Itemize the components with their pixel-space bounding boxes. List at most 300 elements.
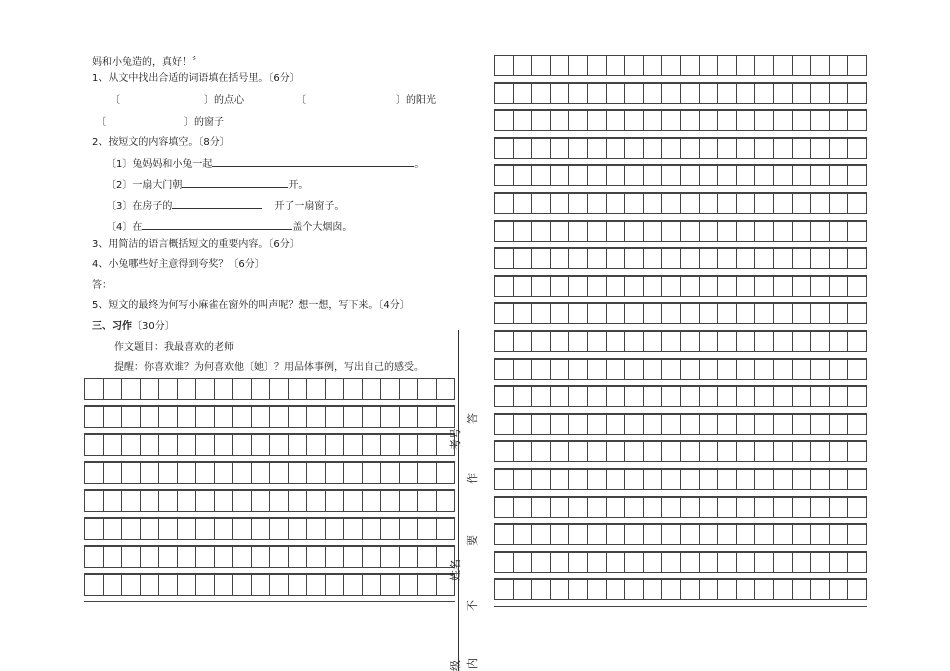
grid-cell[interactable]: [587, 579, 607, 600]
grid-cell[interactable]: [343, 490, 363, 512]
grid-cell[interactable]: [531, 303, 551, 324]
grid-cell[interactable]: [550, 331, 570, 352]
grid-cell[interactable]: [380, 406, 400, 428]
grid-cell[interactable]: [773, 579, 793, 600]
grid-cell[interactable]: [84, 546, 104, 568]
grid-cell[interactable]: [717, 414, 737, 435]
grid-cell[interactable]: [624, 524, 644, 545]
grid-cell[interactable]: [792, 193, 812, 214]
grid-cell[interactable]: [494, 552, 514, 573]
grid-cell[interactable]: [680, 386, 700, 407]
grid-cell[interactable]: [436, 518, 456, 540]
grid-cell[interactable]: [754, 331, 774, 352]
grid-cell[interactable]: [232, 518, 252, 540]
grid-cell[interactable]: [531, 83, 551, 104]
grid-cell[interactable]: [158, 434, 178, 456]
grid-cell[interactable]: [232, 406, 252, 428]
grid-cell[interactable]: [643, 469, 663, 490]
grid-cell[interactable]: [810, 359, 830, 380]
grid-cell[interactable]: [288, 574, 308, 596]
grid-cell[interactable]: [829, 138, 849, 159]
grid-cell[interactable]: [829, 414, 849, 435]
grid-cell[interactable]: [624, 579, 644, 600]
grid-cell[interactable]: [140, 518, 160, 540]
grid-cell[interactable]: [531, 386, 551, 407]
grid-cell[interactable]: [680, 359, 700, 380]
grid-cell[interactable]: [417, 378, 437, 400]
grid-cell[interactable]: [158, 490, 178, 512]
grid-cell[interactable]: [699, 414, 719, 435]
grid-cell[interactable]: [773, 331, 793, 352]
writing-grid-left[interactable]: [84, 378, 456, 604]
grid-cell[interactable]: [362, 546, 382, 568]
grid-cell[interactable]: [587, 497, 607, 518]
grid-cell[interactable]: [736, 55, 756, 76]
grid-cell[interactable]: [417, 518, 437, 540]
grid-cell[interactable]: [699, 469, 719, 490]
grid-cell[interactable]: [494, 414, 514, 435]
grid-cell[interactable]: [494, 55, 514, 76]
grid-cell[interactable]: [661, 138, 681, 159]
grid-cell[interactable]: [736, 386, 756, 407]
grid-cell[interactable]: [736, 414, 756, 435]
grid-cell[interactable]: [810, 414, 830, 435]
grid-cell[interactable]: [587, 110, 607, 131]
grid-cell[interactable]: [643, 221, 663, 242]
grid-cell[interactable]: [792, 579, 812, 600]
grid-cell[interactable]: [624, 386, 644, 407]
grid-cell[interactable]: [792, 110, 812, 131]
grid-cell[interactable]: [792, 165, 812, 186]
grid-cell[interactable]: [717, 303, 737, 324]
grid-cell[interactable]: [661, 386, 681, 407]
grid-cell[interactable]: [550, 579, 570, 600]
grid-cell[interactable]: [513, 552, 533, 573]
grid-cell[interactable]: [829, 386, 849, 407]
grid-cell[interactable]: [792, 138, 812, 159]
grid-cell[interactable]: [717, 359, 737, 380]
grid-cell[interactable]: [736, 524, 756, 545]
grid-cell[interactable]: [829, 55, 849, 76]
grid-cell[interactable]: [380, 490, 400, 512]
grid-cell[interactable]: [810, 55, 830, 76]
grid-cell[interactable]: [140, 406, 160, 428]
grid-cell[interactable]: [158, 574, 178, 596]
grid-cell[interactable]: [847, 441, 867, 462]
grid-cell[interactable]: [773, 469, 793, 490]
grid-cell[interactable]: [513, 497, 533, 518]
grid-cell[interactable]: [699, 83, 719, 104]
grid-cell[interactable]: [214, 490, 234, 512]
grid-cell[interactable]: [754, 414, 774, 435]
grid-cell[interactable]: [606, 552, 626, 573]
grid-cell[interactable]: [754, 165, 774, 186]
grid-cell[interactable]: [568, 193, 588, 214]
grid-cell[interactable]: [847, 193, 867, 214]
grid-cell[interactable]: [568, 138, 588, 159]
grid-cell[interactable]: [140, 490, 160, 512]
grid-cell[interactable]: [829, 303, 849, 324]
grid-cell[interactable]: [717, 276, 737, 297]
grid-cell[interactable]: [624, 165, 644, 186]
grid-cell[interactable]: [736, 165, 756, 186]
grid-cell[interactable]: [792, 83, 812, 104]
grid-cell[interactable]: [717, 469, 737, 490]
grid-cell[interactable]: [195, 378, 215, 400]
grid-cell[interactable]: [568, 552, 588, 573]
grid-cell[interactable]: [494, 193, 514, 214]
grid-cell[interactable]: [343, 574, 363, 596]
grid-cell[interactable]: [792, 469, 812, 490]
grid-cell[interactable]: [717, 221, 737, 242]
grid-cell[interactable]: [550, 469, 570, 490]
grid-cell[interactable]: [84, 406, 104, 428]
grid-cell[interactable]: [214, 546, 234, 568]
grid-cell[interactable]: [531, 414, 551, 435]
grid-cell[interactable]: [847, 303, 867, 324]
grid-cell[interactable]: [810, 497, 830, 518]
grid-cell[interactable]: [251, 574, 271, 596]
grid-cell[interactable]: [140, 546, 160, 568]
grid-cell[interactable]: [306, 518, 326, 540]
grid-cell[interactable]: [550, 165, 570, 186]
grid-cell[interactable]: [680, 469, 700, 490]
grid-cell[interactable]: [847, 276, 867, 297]
grid-cell[interactable]: [699, 497, 719, 518]
grid-cell[interactable]: [417, 490, 437, 512]
grid-cell[interactable]: [251, 434, 271, 456]
grid-cell[interactable]: [792, 276, 812, 297]
grid-cell[interactable]: [325, 546, 345, 568]
grid-cell[interactable]: [568, 469, 588, 490]
grid-cell[interactable]: [306, 546, 326, 568]
grid-cell[interactable]: [680, 221, 700, 242]
grid-cell[interactable]: [325, 574, 345, 596]
grid-cell[interactable]: [717, 248, 737, 269]
grid-cell[interactable]: [792, 303, 812, 324]
grid-cell[interactable]: [513, 414, 533, 435]
grid-cell[interactable]: [251, 462, 271, 484]
grid-cell[interactable]: [643, 414, 663, 435]
grid-cell[interactable]: [754, 55, 774, 76]
grid-cell[interactable]: [717, 386, 737, 407]
grid-cell[interactable]: [680, 331, 700, 352]
grid-cell[interactable]: [606, 524, 626, 545]
grid-cell[interactable]: [717, 524, 737, 545]
grid-cell[interactable]: [362, 518, 382, 540]
grid-cell[interactable]: [699, 193, 719, 214]
grid-cell[interactable]: [568, 55, 588, 76]
grid-cell[interactable]: [531, 497, 551, 518]
grid-cell[interactable]: [606, 303, 626, 324]
grid-cell[interactable]: [269, 462, 289, 484]
grid-cell[interactable]: [810, 83, 830, 104]
grid-cell[interactable]: [550, 497, 570, 518]
grid-cell[interactable]: [103, 434, 123, 456]
grid-cell[interactable]: [624, 497, 644, 518]
grid-cell[interactable]: [494, 221, 514, 242]
grid-cell[interactable]: [792, 552, 812, 573]
grid-cell[interactable]: [754, 359, 774, 380]
grid-cell[interactable]: [829, 193, 849, 214]
grid-cell[interactable]: [699, 359, 719, 380]
grid-cell[interactable]: [661, 248, 681, 269]
grid-cell[interactable]: [380, 434, 400, 456]
grid-cell[interactable]: [736, 83, 756, 104]
grid-cell[interactable]: [829, 441, 849, 462]
grid-cell[interactable]: [232, 574, 252, 596]
grid-cell[interactable]: [140, 378, 160, 400]
grid-cell[interactable]: [736, 303, 756, 324]
grid-cell[interactable]: [436, 462, 456, 484]
grid-cell[interactable]: [792, 331, 812, 352]
grid-cell[interactable]: [829, 497, 849, 518]
grid-cell[interactable]: [568, 359, 588, 380]
grid-cell[interactable]: [550, 552, 570, 573]
grid-cell[interactable]: [121, 518, 141, 540]
grid-cell[interactable]: [736, 276, 756, 297]
grid-cell[interactable]: [399, 434, 419, 456]
grid-cell[interactable]: [829, 221, 849, 242]
grid-cell[interactable]: [773, 193, 793, 214]
grid-cell[interactable]: [325, 406, 345, 428]
grid-cell[interactable]: [568, 579, 588, 600]
grid-cell[interactable]: [680, 524, 700, 545]
grid-cell[interactable]: [661, 359, 681, 380]
grid-cell[interactable]: [513, 248, 533, 269]
grid-cell[interactable]: [810, 221, 830, 242]
grid-cell[interactable]: [195, 462, 215, 484]
grid-cell[interactable]: [494, 110, 514, 131]
grid-cell[interactable]: [587, 524, 607, 545]
grid-cell[interactable]: [531, 552, 551, 573]
grid-cell[interactable]: [773, 55, 793, 76]
grid-cell[interactable]: [792, 524, 812, 545]
grid-cell[interactable]: [121, 490, 141, 512]
grid-cell[interactable]: [587, 414, 607, 435]
grid-cell[interactable]: [531, 165, 551, 186]
grid-cell[interactable]: [494, 276, 514, 297]
grid-cell[interactable]: [661, 165, 681, 186]
grid-cell[interactable]: [699, 552, 719, 573]
grid-cell[interactable]: [550, 359, 570, 380]
grid-cell[interactable]: [343, 378, 363, 400]
grid-cell[interactable]: [606, 497, 626, 518]
grid-cell[interactable]: [680, 552, 700, 573]
grid-cell[interactable]: [792, 386, 812, 407]
grid-cell[interactable]: [717, 110, 737, 131]
grid-cell[interactable]: [121, 462, 141, 484]
grid-cell[interactable]: [288, 378, 308, 400]
grid-cell[interactable]: [158, 462, 178, 484]
grid-cell[interactable]: [121, 378, 141, 400]
grid-cell[interactable]: [513, 469, 533, 490]
grid-cell[interactable]: [754, 469, 774, 490]
grid-cell[interactable]: [847, 414, 867, 435]
grid-cell[interactable]: [699, 248, 719, 269]
grid-cell[interactable]: [587, 386, 607, 407]
grid-cell[interactable]: [513, 579, 533, 600]
grid-cell[interactable]: [84, 462, 104, 484]
grid-cell[interactable]: [417, 406, 437, 428]
grid-cell[interactable]: [380, 518, 400, 540]
grid-cell[interactable]: [699, 303, 719, 324]
grid-cell[interactable]: [736, 331, 756, 352]
grid-cell[interactable]: [103, 378, 123, 400]
grid-cell[interactable]: [399, 378, 419, 400]
grid-cell[interactable]: [643, 359, 663, 380]
grid-cell[interactable]: [494, 248, 514, 269]
grid-cell[interactable]: [606, 193, 626, 214]
grid-cell[interactable]: [736, 469, 756, 490]
grid-cell[interactable]: [587, 331, 607, 352]
grid-cell[interactable]: [399, 518, 419, 540]
grid-cell[interactable]: [568, 221, 588, 242]
grid-cell[interactable]: [513, 110, 533, 131]
grid-cell[interactable]: [587, 193, 607, 214]
grid-cell[interactable]: [399, 490, 419, 512]
grid-cell[interactable]: [661, 579, 681, 600]
grid-cell[interactable]: [773, 359, 793, 380]
grid-cell[interactable]: [531, 276, 551, 297]
grid-cell[interactable]: [847, 552, 867, 573]
grid-cell[interactable]: [680, 55, 700, 76]
grid-cell[interactable]: [531, 579, 551, 600]
grid-cell[interactable]: [587, 276, 607, 297]
grid-cell[interactable]: [214, 406, 234, 428]
grid-cell[interactable]: [680, 110, 700, 131]
grid-cell[interactable]: [847, 83, 867, 104]
grid-cell[interactable]: [140, 574, 160, 596]
grid-cell[interactable]: [754, 138, 774, 159]
grid-cell[interactable]: [103, 406, 123, 428]
grid-cell[interactable]: [680, 138, 700, 159]
grid-cell[interactable]: [624, 303, 644, 324]
grid-cell[interactable]: [680, 579, 700, 600]
grid-cell[interactable]: [624, 138, 644, 159]
grid-cell[interactable]: [195, 490, 215, 512]
grid-cell[interactable]: [680, 83, 700, 104]
grid-cell[interactable]: [661, 331, 681, 352]
grid-cell[interactable]: [494, 359, 514, 380]
grid-cell[interactable]: [661, 552, 681, 573]
grid-cell[interactable]: [214, 518, 234, 540]
grid-cell[interactable]: [773, 248, 793, 269]
grid-cell[interactable]: [661, 110, 681, 131]
grid-cell[interactable]: [494, 331, 514, 352]
grid-cell[interactable]: [643, 524, 663, 545]
grid-cell[interactable]: [717, 331, 737, 352]
grid-cell[interactable]: [792, 55, 812, 76]
grid-cell[interactable]: [325, 490, 345, 512]
grid-cell[interactable]: [810, 552, 830, 573]
grid-cell[interactable]: [399, 406, 419, 428]
grid-cell[interactable]: [661, 441, 681, 462]
grid-cell[interactable]: [624, 441, 644, 462]
grid-cell[interactable]: [550, 193, 570, 214]
grid-cell[interactable]: [568, 441, 588, 462]
grid-cell[interactable]: [568, 110, 588, 131]
grid-cell[interactable]: [343, 462, 363, 484]
grid-cell[interactable]: [847, 165, 867, 186]
grid-cell[interactable]: [717, 83, 737, 104]
grid-cell[interactable]: [773, 138, 793, 159]
grid-cell[interactable]: [829, 469, 849, 490]
grid-cell[interactable]: [643, 55, 663, 76]
grid-cell[interactable]: [624, 552, 644, 573]
grid-cell[interactable]: [550, 303, 570, 324]
grid-cell[interactable]: [177, 434, 197, 456]
grid-cell[interactable]: [643, 165, 663, 186]
grid-cell[interactable]: [550, 55, 570, 76]
grid-cell[interactable]: [531, 359, 551, 380]
grid-cell[interactable]: [380, 462, 400, 484]
grid-cell[interactable]: [550, 441, 570, 462]
grid-cell[interactable]: [195, 546, 215, 568]
grid-cell[interactable]: [103, 546, 123, 568]
grid-cell[interactable]: [754, 248, 774, 269]
grid-cell[interactable]: [829, 276, 849, 297]
grid-cell[interactable]: [494, 386, 514, 407]
grid-cell[interactable]: [84, 434, 104, 456]
grid-cell[interactable]: [568, 386, 588, 407]
grid-cell[interactable]: [810, 248, 830, 269]
grid-cell[interactable]: [251, 518, 271, 540]
grid-cell[interactable]: [436, 406, 456, 428]
grid-cell[interactable]: [494, 497, 514, 518]
grid-cell[interactable]: [362, 490, 382, 512]
grid-cell[interactable]: [494, 83, 514, 104]
grid-cell[interactable]: [792, 441, 812, 462]
grid-cell[interactable]: [606, 386, 626, 407]
grid-cell[interactable]: [773, 221, 793, 242]
grid-cell[interactable]: [550, 138, 570, 159]
grid-cell[interactable]: [717, 497, 737, 518]
grid-cell[interactable]: [773, 165, 793, 186]
grid-cell[interactable]: [288, 462, 308, 484]
grid-cell[interactable]: [643, 386, 663, 407]
grid-cell[interactable]: [606, 221, 626, 242]
grid-cell[interactable]: [810, 138, 830, 159]
grid-cell[interactable]: [103, 490, 123, 512]
grid-cell[interactable]: [177, 462, 197, 484]
grid-cell[interactable]: [550, 110, 570, 131]
grid-cell[interactable]: [699, 165, 719, 186]
grid-cell[interactable]: [362, 406, 382, 428]
grid-cell[interactable]: [680, 303, 700, 324]
grid-cell[interactable]: [810, 193, 830, 214]
grid-cell[interactable]: [587, 83, 607, 104]
writing-grid-right[interactable]: [494, 55, 868, 609]
grid-cell[interactable]: [810, 524, 830, 545]
grid-cell[interactable]: [531, 524, 551, 545]
grid-cell[interactable]: [288, 434, 308, 456]
grid-cell[interactable]: [773, 276, 793, 297]
grid-cell[interactable]: [269, 574, 289, 596]
grid-cell[interactable]: [754, 83, 774, 104]
grid-cell[interactable]: [158, 518, 178, 540]
grid-cell[interactable]: [717, 55, 737, 76]
grid-cell[interactable]: [568, 331, 588, 352]
grid-cell[interactable]: [306, 434, 326, 456]
grid-cell[interactable]: [550, 524, 570, 545]
grid-cell[interactable]: [158, 406, 178, 428]
grid-cell[interactable]: [606, 165, 626, 186]
grid-cell[interactable]: [606, 248, 626, 269]
grid-cell[interactable]: [606, 579, 626, 600]
grid-cell[interactable]: [661, 55, 681, 76]
grid-cell[interactable]: [531, 55, 551, 76]
